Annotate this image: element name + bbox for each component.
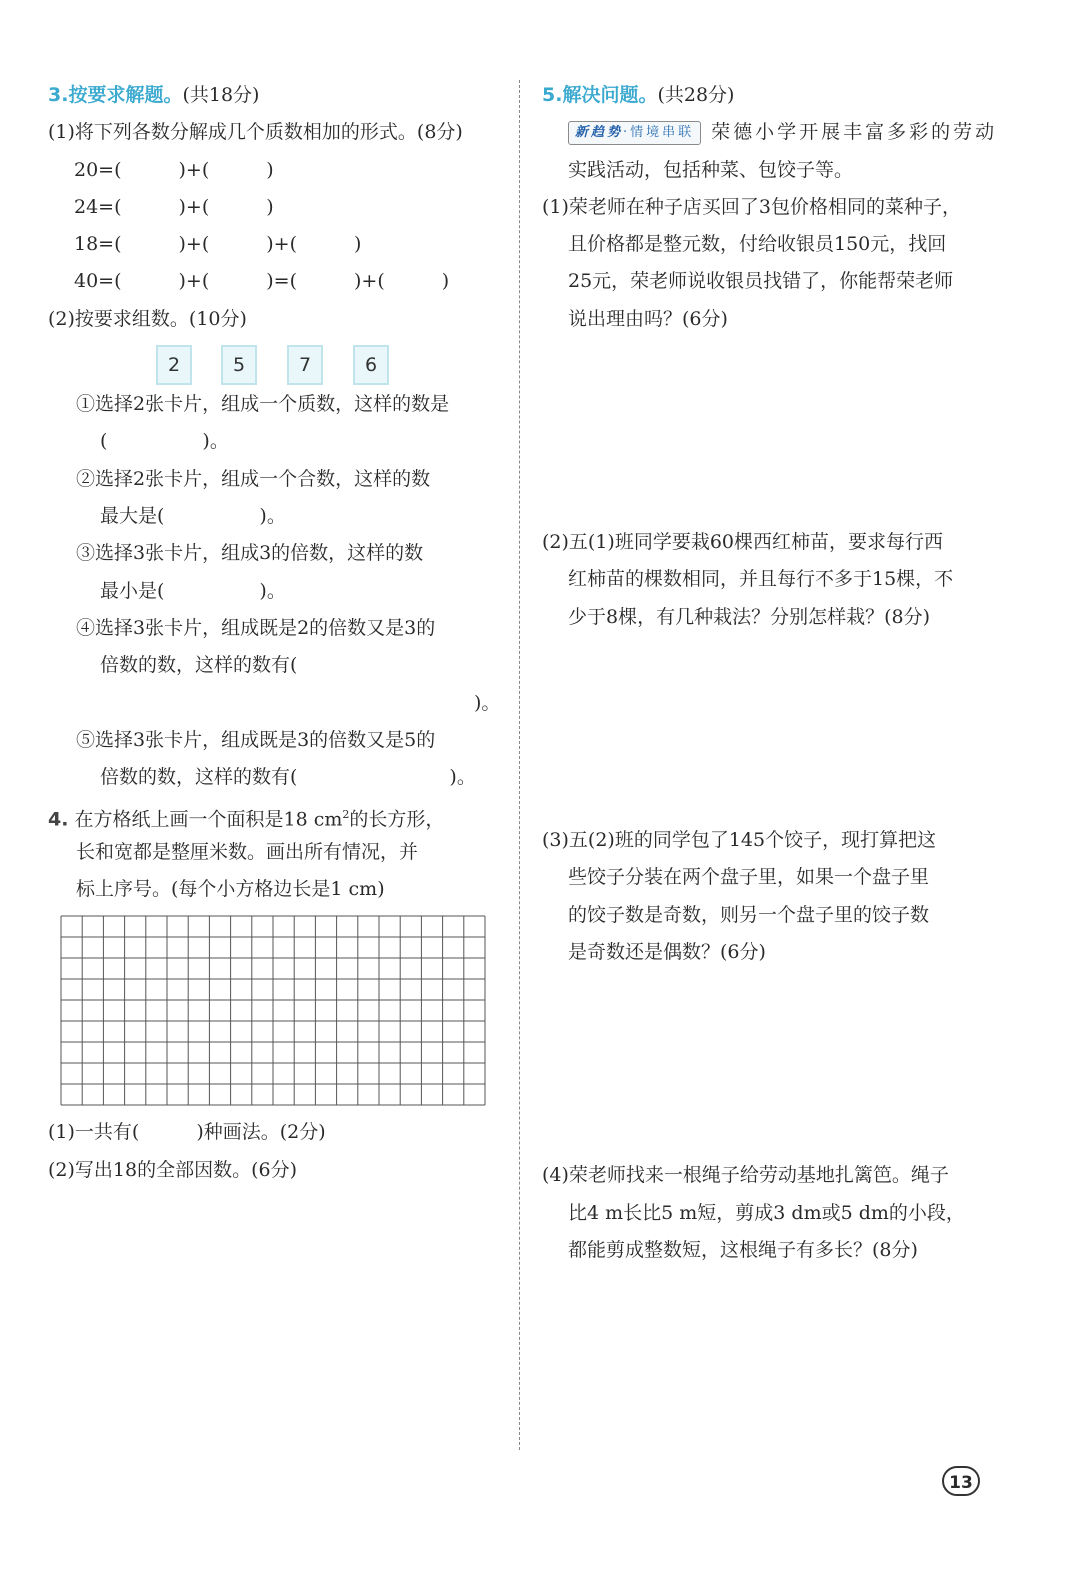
q4-superscript: 2 (342, 808, 350, 821)
q3-2-item-2: ②选择2张卡片，组成一个合数，这样的数 (76, 468, 431, 490)
number-card-7: 7 (287, 345, 323, 385)
number-card-6: 6 (353, 345, 389, 385)
p2-line-2: 红柿苗的棵数相同，并且每行不多于15棵，不 (568, 568, 954, 590)
q3-1-line-20: 20=( )+( ) (74, 159, 274, 181)
p3-line-4: 是奇数还是偶数？(6分) (568, 941, 766, 963)
q4-text-a: 在方格纸上画一个面积是18 cm (74, 808, 343, 831)
square-grid-paper[interactable] (60, 915, 486, 1107)
p4-line-3: 都能剪成整数短，这根绳子有多长？(8分) (568, 1239, 918, 1261)
q3-2-item-1-blank: ( )。 (100, 430, 229, 452)
q3-2-item-4: ④选择3张卡片，组成既是2的倍数又是3的 (76, 617, 436, 639)
q4-number: 4. (48, 808, 69, 831)
q3-1-line-18: 18=( )+( )+( ) (74, 233, 362, 255)
column-divider (519, 80, 520, 1450)
q3-2-item-3-blank: 最小是( )。 (100, 580, 286, 602)
q3-2-item-4-cont: 倍数的数，这样的数有( (100, 654, 298, 676)
q3-1-line-24: 24=( )+( ) (74, 196, 274, 218)
number-card-2: 2 (156, 345, 192, 385)
q3-1-intro: (1)将下列各数分解成几个质数相加的形式。(8分) (48, 121, 463, 143)
new-trend-badge (568, 121, 701, 145)
number-card-5: 5 (221, 345, 257, 385)
section-5-intro-2: 实践活动，包括种菜、包饺子等。 (568, 159, 854, 181)
section-5-points: (共28分) (657, 84, 735, 106)
q4-line-1 (48, 800, 444, 834)
p3-line-1: (3)五(2)班的同学包了145个饺子，现打算把这 (542, 829, 937, 851)
section-3-title: 3.按要求解题。 (48, 84, 183, 106)
p4-line-1: (4)荣老师找来一根绳子给劳动基地扎篱笆。绳子 (542, 1164, 949, 1186)
q3-1-line-40: 40=( )+( )=( )+( ) (74, 270, 450, 292)
q4-2: (2)写出18的全部因数。(6分) (48, 1159, 298, 1181)
q3-2-item-2-blank: 最大是( )。 (100, 505, 286, 527)
q4-line-3: 标上序号。(每个小方格边长是1 cm) (76, 878, 385, 900)
badge-rest-text: ·情境串联 (623, 125, 695, 140)
q3-2-intro: (2)按要求组数。(10分) (48, 308, 247, 330)
q4-line-2: 长和宽都是整厘米数。画出所有情况，并 (76, 841, 419, 863)
q3-2-item-5: ⑤选择3张卡片，组成既是3的倍数又是5的 (76, 729, 436, 751)
q3-2-item-4-close: )。 (474, 692, 501, 714)
p1-line-3: 25元，荣老师说收银员找错了，你能帮荣老师 (568, 270, 954, 292)
intro-text-1: 荣德小学开展丰富多彩的劳动 (711, 121, 998, 143)
p2-line-1: (2)五(1)班同学要栽60棵西红柿苗，要求每行西 (542, 531, 944, 553)
section-5-intro-1 (568, 117, 997, 147)
section-3-points: (共18分) (182, 84, 260, 106)
p1-line-1: (1)荣老师在种子店买回了3包价格相同的菜种子， (542, 196, 962, 218)
p3-line-3: 的饺子数是奇数，则另一个盘子里的饺子数 (568, 904, 930, 926)
p3-line-2: 些饺子分装在两个盘子里，如果一个盘子里 (568, 866, 930, 888)
q3-2-item-1: ①选择2张卡片，组成一个质数，这样的数是 (76, 393, 450, 415)
p1-line-4: 说出理由吗？(6分) (568, 308, 728, 330)
q4-1: (1)一共有( )种画法。(2分) (48, 1121, 326, 1143)
section-5-title: 5.解决问题。 (542, 84, 658, 106)
q3-2-item-5-cont: 倍数的数，这样的数有( )。 (100, 766, 476, 788)
p1-line-2: 且价格都是整元数，付给收银员150元，找回 (568, 233, 947, 255)
section-5-heading (542, 80, 734, 110)
badge-strong-text: 新趋势 (575, 125, 624, 140)
q3-2-item-3: ③选择3张卡片，组成3的倍数，这样的数 (76, 542, 424, 564)
p2-line-3: 少于8棵，有几种栽法？分别怎样栽？(8分) (568, 606, 931, 628)
p4-line-2: 比4 m长比5 m短，剪成3 dm或5 dm的小段， (568, 1202, 965, 1224)
section-3-heading (48, 80, 259, 110)
page-number: 13 (942, 1466, 980, 1496)
q4-text-b: 的长方形， (349, 808, 445, 831)
